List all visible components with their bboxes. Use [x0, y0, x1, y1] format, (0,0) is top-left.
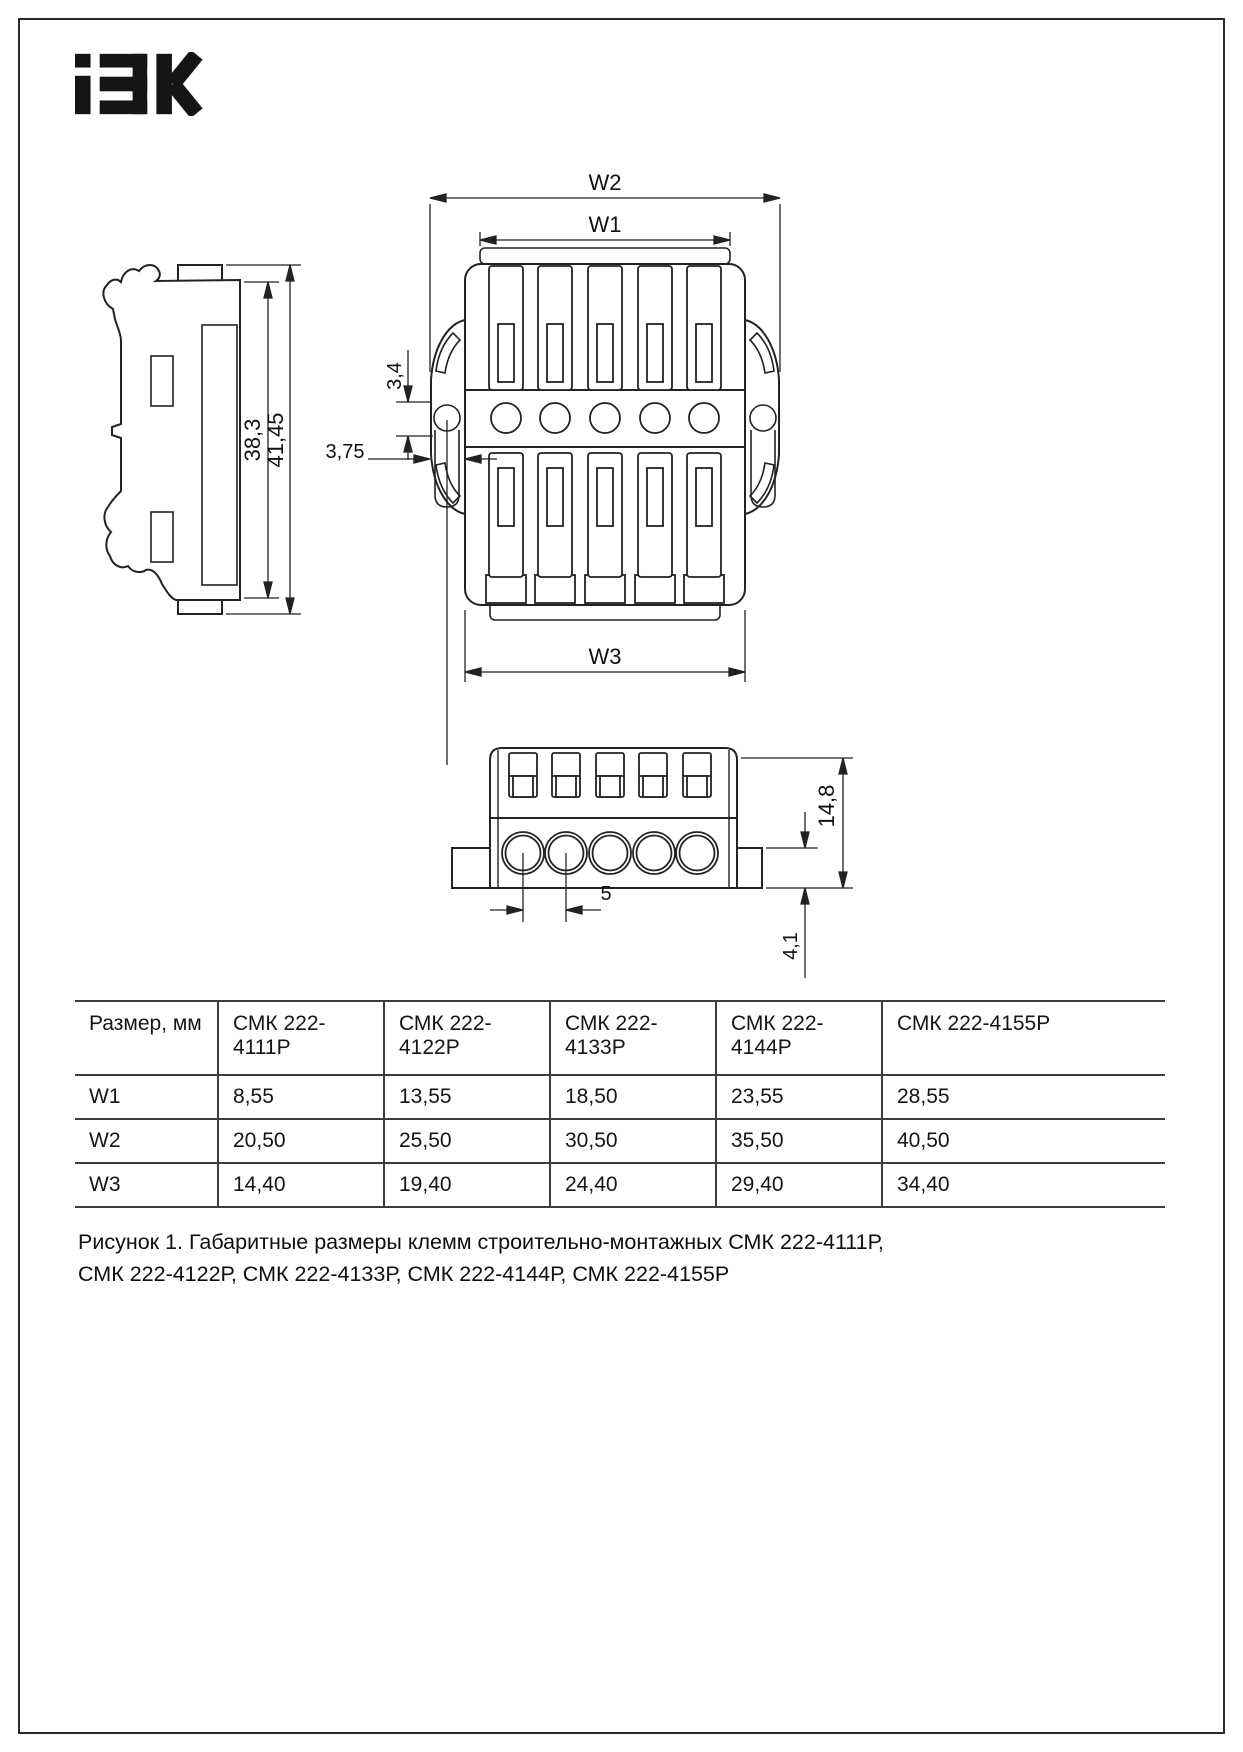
cell: 14,40 [218, 1163, 384, 1207]
front-view [452, 748, 762, 888]
dim-w2-label: W2 [588, 170, 622, 195]
dim-w3-label: W3 [588, 644, 622, 669]
header-smk-4133: СМК 222-4133Р [550, 1001, 716, 1075]
iek-logo-glyphs [75, 54, 197, 114]
dim-41-45-label: 41,45 [263, 412, 288, 468]
cell: 34,40 [882, 1163, 1165, 1207]
cell: 19,40 [384, 1163, 550, 1207]
header-smk-4122: СМК 222-4122Р [384, 1001, 550, 1075]
cell: 13,55 [384, 1075, 550, 1119]
dimensions-table [75, 1000, 1165, 1208]
cell: 30,50 [550, 1119, 716, 1163]
row-label: W1 [75, 1075, 218, 1119]
side-view [103, 265, 240, 614]
cell: 25,50 [384, 1119, 550, 1163]
cell: 35,50 [716, 1119, 882, 1163]
row-label: W3 [75, 1163, 218, 1207]
dim-5-label: 5 [600, 883, 612, 905]
table-row-w1 [75, 1075, 1165, 1119]
cell: 24,40 [550, 1163, 716, 1207]
cell: 23,55 [716, 1075, 882, 1119]
cell: 29,40 [716, 1163, 882, 1207]
row-label: W2 [75, 1119, 218, 1163]
table-header-row [75, 1001, 1165, 1075]
header-smk-4155: СМК 222-4155Р [882, 1001, 1165, 1075]
dim-3-4-label: 3,4 [384, 362, 406, 390]
header-smk-4144: СМК 222-4144Р [716, 1001, 882, 1075]
caption-line-2: СМК 222-4122Р, СМК 222-4133Р, СМК 222-4144Р, СМК 222-4155Р [78, 1262, 730, 1286]
dim-4-1-label: 4,1 [780, 932, 802, 960]
cell: 8,55 [218, 1075, 384, 1119]
figure-caption [78, 1226, 1138, 1290]
dim-14-8-label: 14,8 [814, 784, 839, 828]
table-row-w2 [75, 1119, 1165, 1163]
top-view [431, 248, 779, 620]
table-row-w3 [75, 1163, 1165, 1207]
dimension-drawing [60, 130, 870, 1000]
caption-line-1: Рисунок 1. Габаритные размеры клемм строительно-монтажных СМК 222-4111Р, [78, 1230, 884, 1254]
cell: 20,50 [218, 1119, 384, 1163]
header-smk-4111: СМК 222-4111Р [218, 1001, 384, 1075]
dim-3-75-label: 3,75 [325, 441, 365, 463]
dim-38-3-label: 38,3 [240, 418, 265, 462]
dim-w1-label: W1 [588, 212, 622, 237]
cell: 18,50 [550, 1075, 716, 1119]
header-size: Размер, мм [75, 1001, 218, 1075]
cell: 40,50 [882, 1119, 1165, 1163]
iek-logo [75, 52, 203, 116]
cell: 28,55 [882, 1075, 1165, 1119]
